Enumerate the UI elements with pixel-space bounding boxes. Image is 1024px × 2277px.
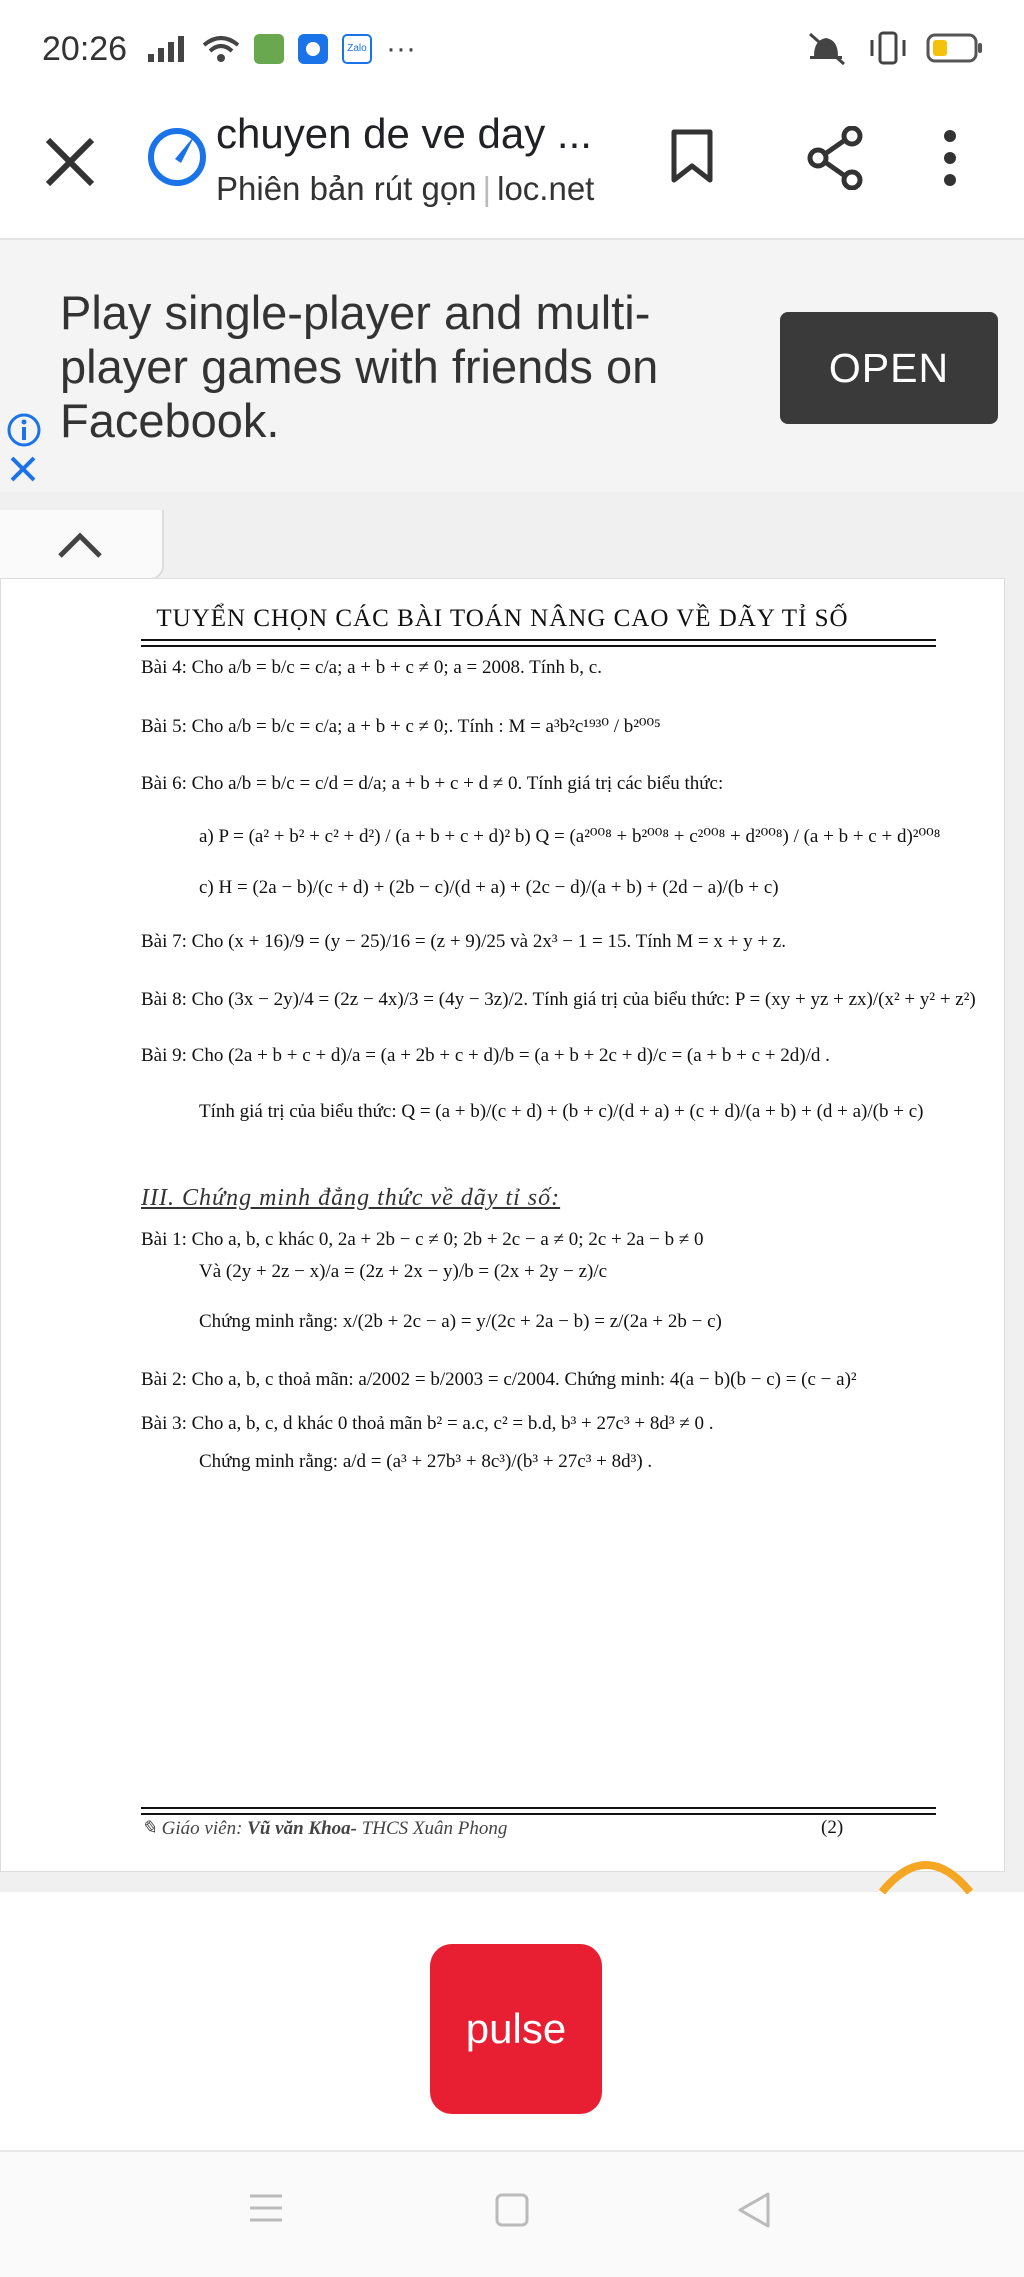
back-icon[interactable]: [736, 2190, 772, 2230]
chevron-up-icon: [56, 530, 104, 560]
document-page: [0, 578, 1005, 1872]
footer-teacher-label: ✎ Giáo viên:: [141, 1818, 248, 1839]
problem-b5: Bài 5: Cho a/b = b/c = c/a; a + b + c ≠ 0;. Tính : M = a³b²c¹⁹³⁰ / b²⁰⁰⁵: [141, 716, 661, 737]
floating-action-icon[interactable]: [876, 1848, 976, 1894]
share-icon[interactable]: [806, 126, 866, 190]
problem-b9-question: Tính giá trị của biểu thức: Q = (a + b)/(c + d) + (b + c)/(d + a) + (c + d)/(a + b) + (d + a)/(b + c): [199, 1101, 924, 1122]
site-logo-icon: [145, 125, 209, 189]
page-subtitle[interactable]: [216, 170, 594, 208]
title-rule: [141, 639, 936, 641]
zalo-icon: Zalo: [342, 34, 372, 64]
ad-open-button[interactable]: OPEN: [780, 312, 998, 424]
close-icon[interactable]: [40, 132, 100, 192]
footer-rule: [141, 1813, 936, 1815]
pulse-button[interactable]: pulse: [430, 1944, 602, 2114]
more-vert-icon[interactable]: [940, 130, 960, 186]
problem-c1-prove: Chứng minh rằng: x/(2b + 2c − a) = y/(2c + 2a − b) = z/(2a + 2b − c): [199, 1311, 722, 1332]
problem-b9: Bài 9: Cho (2a + b + c + d)/a = (a + 2b + c + d)/b = (a + b + 2c + d)/c = (a + b + c + 2d)/d .: [141, 1045, 830, 1066]
document-title: TUYỂN CHỌN CÁC BÀI TOÁN NÂNG CAO VỀ DÃY TỈ SỐ: [156, 605, 849, 632]
status-bar: [0, 0, 1024, 100]
lite-mode-label: Phiên bản rút gọn: [216, 170, 477, 207]
status-notification-icons: [148, 32, 416, 66]
problem-c3-prove: Chứng minh rằng: a/d = (a³ + 27b³ + 8c³)/(b³ + 27c³ + 8d³) .: [199, 1451, 653, 1472]
page-number: (2): [821, 1817, 844, 1838]
problem-c1-condition: Và (2y + 2z − x)/a = (2z + 2x − y)/b = (2x + 2y − z)/c: [199, 1261, 608, 1282]
section-heading: III. Chứng minh đẳng thức về dãy tỉ số:: [141, 1185, 561, 1211]
bookmark-icon[interactable]: [670, 128, 714, 184]
ad-info-icon[interactable]: [6, 412, 42, 448]
problem-b6-part-c: c) H = (2a − b)/(c + d) + (2b − c)/(d + a) + (2c − d)/(a + b) + (2d − a)/(b + c): [199, 877, 779, 898]
page-domain: loc.net: [497, 170, 595, 207]
more-notifications-icon: ···: [386, 32, 416, 65]
problem-b8: Bài 8: Cho (3x − 2y)/4 = (2z − 4x)/3 = (4y − 3z)/2. Tính giá trị của biểu thức: P = (xy + yz + zx)/(x² + y² + z²): [141, 989, 976, 1010]
problem-b6: Bài 6: Cho a/b = b/c = c/d = d/a; a + b + c + d ≠ 0. Tính giá trị các biểu thức:: [141, 773, 724, 794]
footer-teacher-name: Vũ văn Khoa-: [247, 1818, 362, 1839]
status-time: 20:26: [42, 30, 128, 68]
subtitle-separator: |: [482, 170, 492, 207]
ad-text[interactable]: Play single-player and multi-player games with friends on Facebook.: [60, 286, 659, 447]
app-notification-icon: [254, 34, 284, 64]
problem-c1: Bài 1: Cho a, b, c khác 0, 2a + 2b − c ≠ 0; 2b + 2c − a ≠ 0; 2c + 2a − b ≠ 0: [141, 1229, 704, 1250]
battery-icon: [926, 32, 984, 64]
footer-school: THCS Xuân Phong: [361, 1818, 508, 1839]
collapse-ad-button[interactable]: [0, 510, 164, 580]
app-notification-icon: [298, 34, 328, 64]
problem-c3: Bài 3: Cho a, b, c, d khác 0 thoả mãn b² = a.c, c² = b.d, b³ + 27c³ + 8d³ ≠ 0 .: [141, 1413, 714, 1434]
document-footer: [141, 1817, 936, 1840]
problem-b4: Bài 4: Cho a/b = b/c = c/a; a + b + c ≠ 0; a = 2008. Tính b, c.: [141, 657, 602, 678]
recent-apps-icon[interactable]: [248, 2192, 284, 2224]
signal-icon: [148, 36, 188, 62]
problem-c2: Bài 2: Cho a, b, c thoả mãn: a/2002 = b/2003 = c/2004. Chứng minh: 4(a − b)(b − c) = (c − a)²: [141, 1369, 857, 1390]
wifi-icon: [202, 35, 240, 63]
problem-b7: Bài 7: Cho (x + 16)/9 = (y − 25)/16 = (z + 9)/25 và 2x³ − 1 = 15. Tính M = x + y + z.: [141, 931, 786, 952]
title-rule: [141, 645, 936, 647]
mute-icon: [806, 30, 850, 66]
status-system-icons: [806, 30, 984, 66]
page-title[interactable]: chuyen de ve day ...: [216, 110, 592, 157]
ad-close-icon[interactable]: [6, 452, 40, 486]
footer-rule: [141, 1807, 936, 1809]
vibrate-icon: [868, 30, 908, 66]
home-icon[interactable]: [494, 2192, 530, 2228]
problem-b6-part-ab: a) P = (a² + b² + c² + d²) / (a + b + c + d)² b) Q = (a²⁰⁰⁸ + b²⁰⁰⁸ + c²⁰⁰⁸ + d²⁰⁰⁸) / (a + b + c + d)²⁰⁰⁸: [199, 826, 941, 847]
